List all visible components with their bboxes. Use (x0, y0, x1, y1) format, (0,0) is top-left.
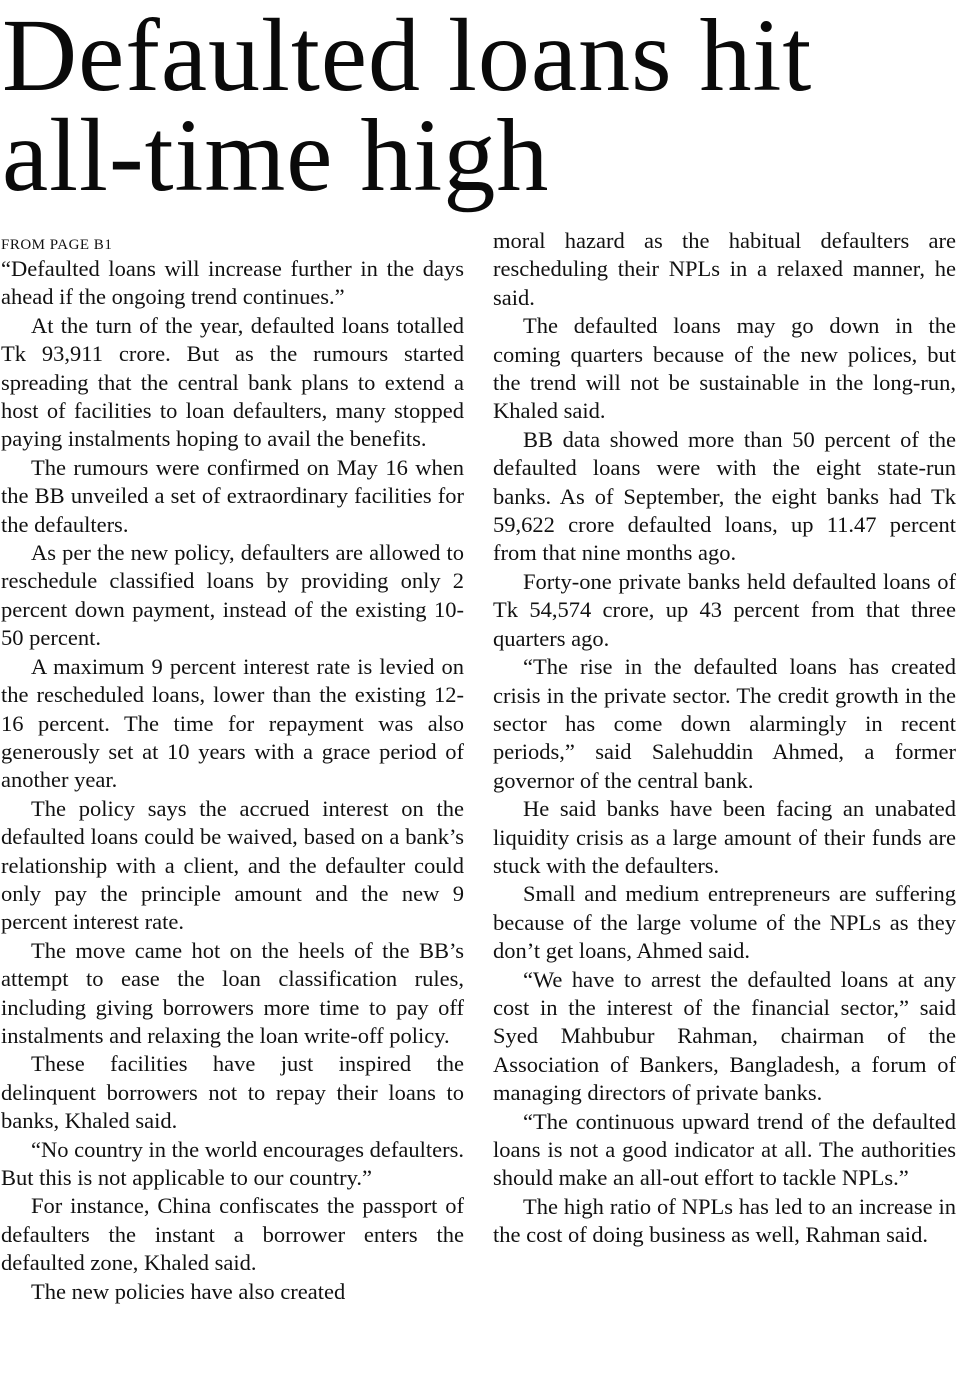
paragraph: “No country in the world encourages defaulters. But this is not applicable to our country.” (1, 1136, 464, 1190)
paragraph: The rumours were confirmed on May 16 when the BB unveiled a set of extraordinary facilities for the defaulters. (1, 454, 464, 537)
right-column (493, 227, 956, 1250)
paragraph: “The continuous upward trend of the defaulted loans is not a good indicator at all. The authorities should make an all-out effort to tackle NPLs.” (493, 1108, 956, 1191)
headline-line-1: Defaulted loans hit (2, 0, 813, 113)
paragraph: The high ratio of NPLs has led to an increase in the cost of doing business as well, Rahman said. (493, 1193, 956, 1248)
paragraph: At the turn of the year, defaulted loans totalled Tk 93,911 crore. But as the rumours started spreading that the central bank plans to extend a host of facilities to loan defaulters, many stopped paying instalments hoping to avail the benefits. (1, 312, 464, 452)
paragraph: BB data showed more than 50 percent of the defaulted loans were with the eight state-run banks. As of September, the eight banks had Tk 59,622 crore defaulted loans, up 11.47 percent from that nine months ago. (493, 426, 956, 566)
paragraph: A maximum 9 percent interest rate is levied on the rescheduled loans, lower than the existing 12-16 percent. The time for repayment was also generously set at 10 years with a grace period of another year. (1, 653, 464, 793)
paragraph: The new policies have also created (31, 1278, 346, 1304)
paragraph: As per the new policy, defaulters are allowed to reschedule classified loans by providing only 2 percent down payment, instead of the existing 10-50 percent. (1, 540, 464, 651)
paragraph: “The rise in the defaulted loans has created crisis in the private sector. The credit growth in the sector has come down alarmingly in recent periods,” said Salehuddin Ahmed, a former governor of the central bank. (493, 654, 956, 793)
paragraph: He said banks have been facing an unabated liquidity crisis as a large amount of their funds are stuck with the defaulters. (493, 796, 956, 878)
paragraph: Small and medium entrepreneurs are suffering because of the large volume of the NPLs as they don’t get loans, Ahmed said. (493, 881, 956, 964)
kicker: FROM PAGE B1 (1, 237, 113, 253)
paragraph: “We have to arrest the defaulted loans at any cost in the interest of the financial sector,” said Syed Mahbubur Rahman, chairman of the Association of Bankers, Bangladesh, a forum of managing directors of private banks. (493, 966, 956, 1106)
headline-line-2: all-time high (2, 98, 550, 213)
paragraph: Forty-one private banks held defaulted loans of Tk 54,574 crore, up 43 percent from that three quarters ago. (493, 568, 956, 651)
paragraph: For instance, China confiscates the passport of defaulters the instant a borrower enters the defaulted zone, Khaled said. (1, 1193, 464, 1276)
paragraph: The defaulted loans may go down in the coming quarters because of the new polices, but the trend will not be sustainable in the long-run, Khaled said. (493, 313, 956, 424)
paragraph: The policy says the accrued interest on the defaulted loans could be waived, based on a bank’s relationship with a client, and the defaulter could only pay the principle amount and the new 9 percent interest rate. (1, 795, 464, 935)
paragraph: “Defaulted loans will increase further in the days ahead if the ongoing trend continues.” (1, 256, 464, 310)
headline (2, 0, 952, 213)
left-column (1, 227, 464, 1306)
paragraph: The move came hot on the heels of the BB’s attempt to ease the loan classification rules, including giving borrowers more time to pay off instalments and relaxing the loan write-off policy. (1, 937, 464, 1048)
paragraph: moral hazard as the habitual defaulters are rescheduling their NPLs in a relaxed manner, he said. (493, 228, 956, 310)
paragraph: These facilities have just inspired the delinquent borrowers not to repay their loans to banks, Khaled said. (1, 1051, 464, 1134)
